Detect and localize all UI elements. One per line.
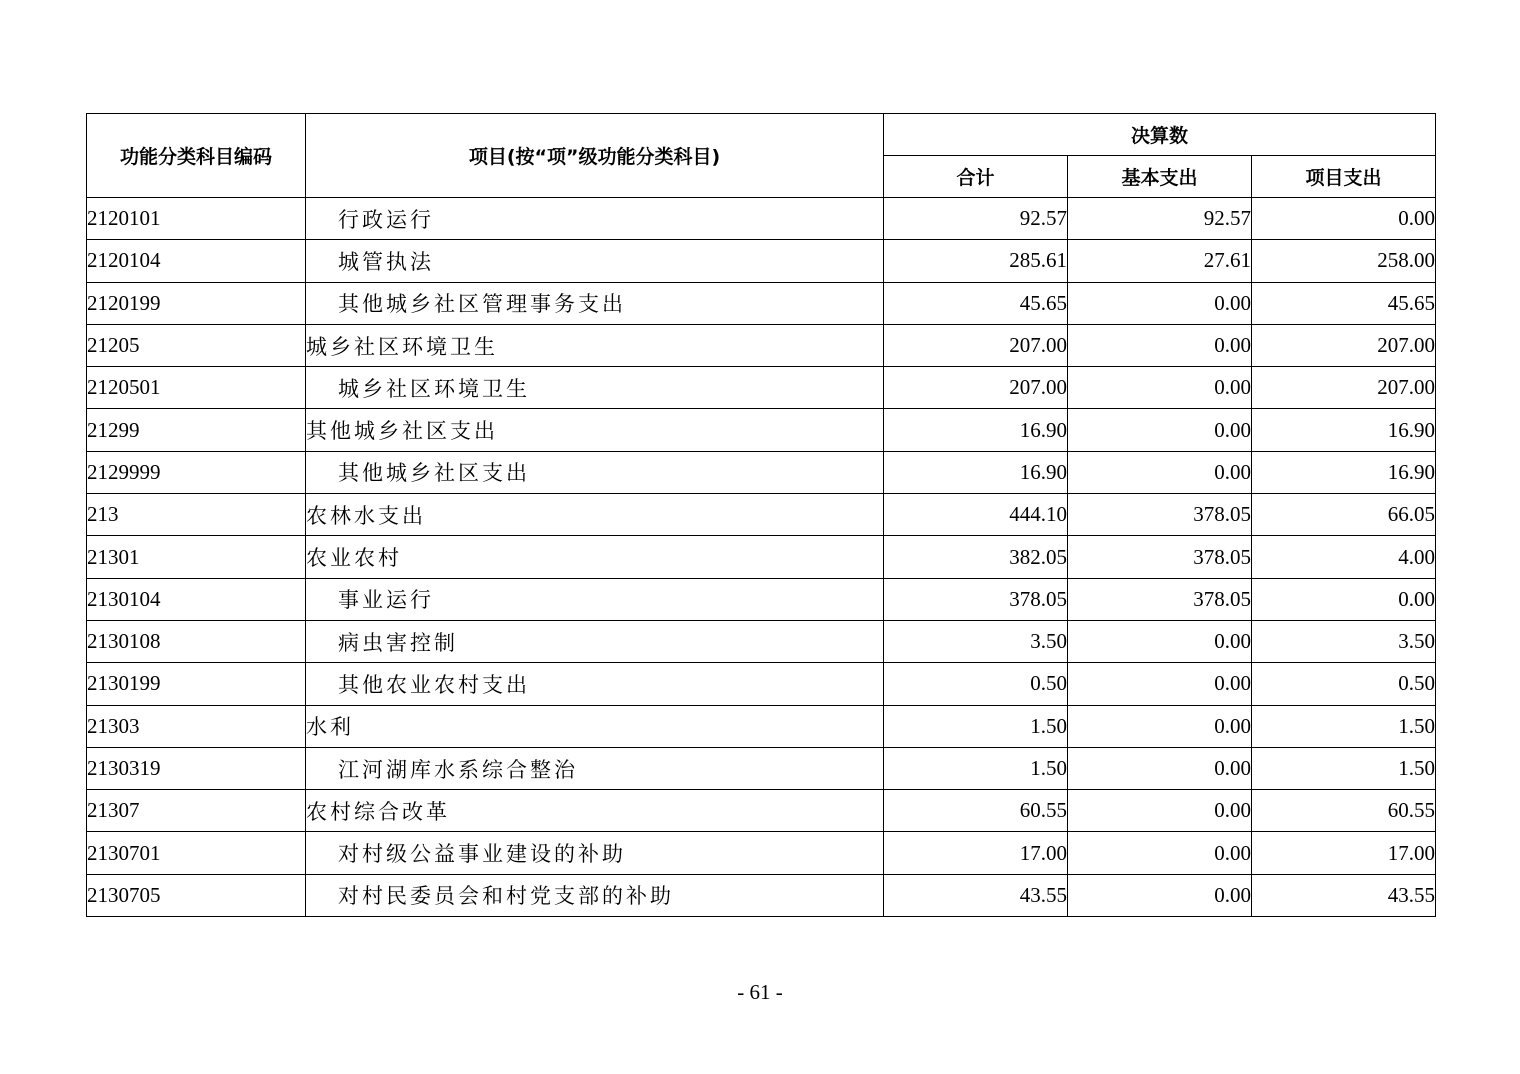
row-code: 2129999 [87, 451, 306, 493]
row-item-name: 其他城乡社区管理事务支出 [306, 282, 884, 324]
table-row [87, 240, 1436, 282]
row-project: 1.50 [1252, 705, 1436, 747]
header-basic-expenditure: 基本支出 [1068, 156, 1252, 198]
row-project: 1.50 [1252, 747, 1436, 789]
row-total: 1.50 [884, 705, 1068, 747]
table-row [87, 578, 1436, 620]
row-total: 382.05 [884, 536, 1068, 578]
row-project: 43.55 [1252, 874, 1436, 916]
row-code: 213 [87, 494, 306, 536]
table-row [87, 494, 1436, 536]
header-item: 项目(按“项”级功能分类科目) [306, 114, 884, 198]
row-item-name: 农业农村 [306, 536, 884, 578]
row-basic: 0.00 [1068, 705, 1252, 747]
row-project: 0.00 [1252, 578, 1436, 620]
row-total: 16.90 [884, 451, 1068, 493]
row-project: 258.00 [1252, 240, 1436, 282]
row-code: 2130108 [87, 620, 306, 662]
row-basic: 378.05 [1068, 494, 1252, 536]
row-basic: 0.00 [1068, 747, 1252, 789]
row-total: 444.10 [884, 494, 1068, 536]
row-basic: 378.05 [1068, 536, 1252, 578]
row-basic: 0.00 [1068, 324, 1252, 366]
row-basic: 0.00 [1068, 790, 1252, 832]
row-project: 4.00 [1252, 536, 1436, 578]
row-item-name: 事业运行 [306, 578, 884, 620]
row-total: 60.55 [884, 790, 1068, 832]
row-total: 0.50 [884, 663, 1068, 705]
page-number: - 61 - [737, 980, 783, 1004]
table-row [87, 874, 1436, 916]
row-total: 43.55 [884, 874, 1068, 916]
row-code: 2120104 [87, 240, 306, 282]
row-basic: 27.61 [1068, 240, 1252, 282]
row-item-name: 水利 [306, 705, 884, 747]
row-basic: 0.00 [1068, 409, 1252, 451]
row-item-name: 农村综合改革 [306, 790, 884, 832]
table-row [87, 663, 1436, 705]
table-row [87, 324, 1436, 366]
row-total: 207.00 [884, 324, 1068, 366]
row-code: 2120101 [87, 198, 306, 240]
final-accounts-table [86, 113, 1436, 917]
row-project: 45.65 [1252, 282, 1436, 324]
row-basic: 0.00 [1068, 832, 1252, 874]
row-total: 285.61 [884, 240, 1068, 282]
row-basic: 92.57 [1068, 198, 1252, 240]
row-total: 92.57 [884, 198, 1068, 240]
row-code: 2130319 [87, 747, 306, 789]
row-project: 0.00 [1252, 198, 1436, 240]
row-code: 2120199 [87, 282, 306, 324]
header-project-expenditure: 项目支出 [1252, 156, 1436, 198]
row-item-name: 行政运行 [306, 198, 884, 240]
row-project: 16.90 [1252, 409, 1436, 451]
row-total: 1.50 [884, 747, 1068, 789]
row-project: 3.50 [1252, 620, 1436, 662]
row-code: 21301 [87, 536, 306, 578]
row-project: 207.00 [1252, 367, 1436, 409]
row-total: 3.50 [884, 620, 1068, 662]
row-code: 2130705 [87, 874, 306, 916]
table-row [87, 451, 1436, 493]
table-row [87, 747, 1436, 789]
row-code: 2130701 [87, 832, 306, 874]
row-basic: 378.05 [1068, 578, 1252, 620]
header-code: 功能分类科目编码 [87, 114, 306, 198]
table-row [87, 705, 1436, 747]
row-total: 207.00 [884, 367, 1068, 409]
row-project: 66.05 [1252, 494, 1436, 536]
row-code: 2120501 [87, 367, 306, 409]
row-item-name: 江河湖库水系综合整治 [306, 747, 884, 789]
header-final-amount: 决算数 [884, 114, 1436, 156]
row-total: 17.00 [884, 832, 1068, 874]
row-item-name: 其他城乡社区支出 [306, 409, 884, 451]
row-item-name: 病虫害控制 [306, 620, 884, 662]
row-basic: 0.00 [1068, 367, 1252, 409]
row-total: 16.90 [884, 409, 1068, 451]
table-row [87, 620, 1436, 662]
row-total: 45.65 [884, 282, 1068, 324]
row-project: 207.00 [1252, 324, 1436, 366]
row-item-name: 对村级公益事业建设的补助 [306, 832, 884, 874]
row-project: 17.00 [1252, 832, 1436, 874]
table-body [87, 198, 1436, 917]
row-code: 21307 [87, 790, 306, 832]
row-item-name: 对村民委员会和村党支部的补助 [306, 874, 884, 916]
header-total: 合计 [884, 156, 1068, 198]
row-basic: 0.00 [1068, 451, 1252, 493]
table-row [87, 536, 1436, 578]
row-basic: 0.00 [1068, 874, 1252, 916]
row-project: 0.50 [1252, 663, 1436, 705]
row-project: 16.90 [1252, 451, 1436, 493]
row-basic: 0.00 [1068, 282, 1252, 324]
row-code: 21205 [87, 324, 306, 366]
row-item-name: 城管执法 [306, 240, 884, 282]
table-row [87, 367, 1436, 409]
table-row [87, 198, 1436, 240]
row-item-name: 城乡社区环境卫生 [306, 367, 884, 409]
row-project: 60.55 [1252, 790, 1436, 832]
table-row [87, 832, 1436, 874]
row-total: 378.05 [884, 578, 1068, 620]
row-code: 21299 [87, 409, 306, 451]
table-row [87, 409, 1436, 451]
row-item-name: 其他城乡社区支出 [306, 451, 884, 493]
row-item-name: 农林水支出 [306, 494, 884, 536]
table-row [87, 282, 1436, 324]
row-code: 2130199 [87, 663, 306, 705]
row-item-name: 其他农业农村支出 [306, 663, 884, 705]
row-item-name: 城乡社区环境卫生 [306, 324, 884, 366]
row-basic: 0.00 [1068, 663, 1252, 705]
row-code: 21303 [87, 705, 306, 747]
table-row [87, 790, 1436, 832]
row-basic: 0.00 [1068, 620, 1252, 662]
row-code: 2130104 [87, 578, 306, 620]
